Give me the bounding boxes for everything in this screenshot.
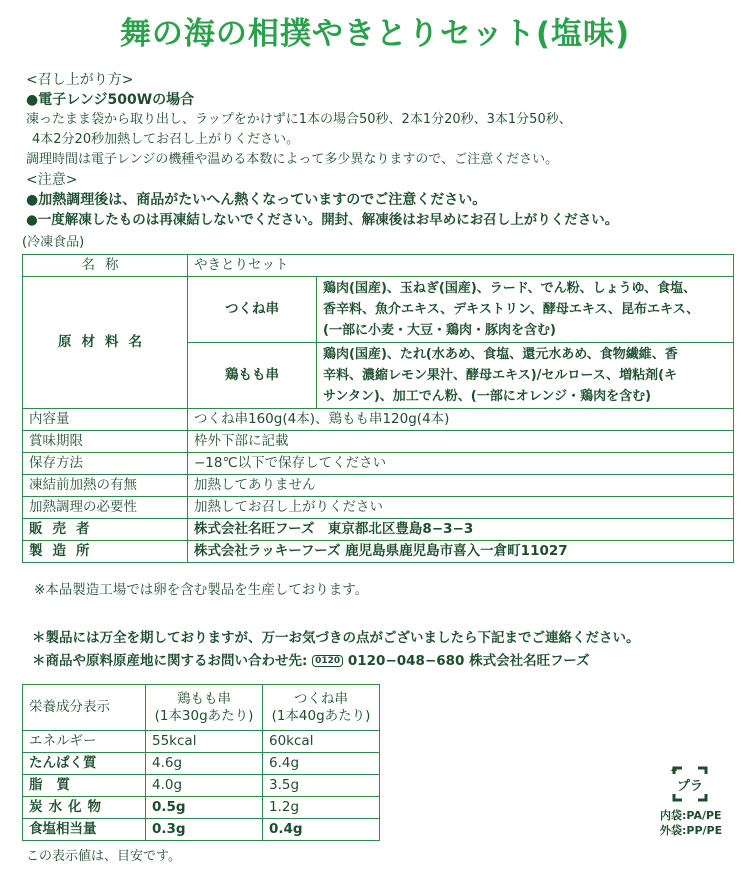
- nutrition-tsukune-value: 0.4g: [263, 819, 380, 841]
- product-title: 舞の海の相撲やきとりセット(塩味): [119, 16, 631, 52]
- seller-value: 株式会社名旺フーズ 東京都北区豊島8−3−3: [188, 519, 734, 541]
- cooking-line-1: 凍ったまま袋から取り出し、ラップをかけずに1本の場合50秒、2本1分20秒、3本1分50秒、: [26, 112, 572, 127]
- nutrition-header: 栄養成分表示: [23, 685, 146, 731]
- recycle-mark-text: プラ: [676, 779, 704, 794]
- outer-bag-material: 外袋:PP/PE: [660, 824, 723, 837]
- nutrition-tsukune-value: 6.4g: [263, 753, 380, 775]
- nutrition-row-label: たんぱく質: [23, 753, 146, 775]
- egg-note: ※本品製造工場では卵を含む製品を生産しております。: [34, 582, 369, 598]
- cooking-header: <召し上がり方>: [26, 72, 134, 88]
- nutrition-row-label: 脂質: [23, 775, 146, 797]
- nutrition-row-label: エネルギー: [23, 731, 146, 753]
- caution-header: <注意>: [26, 172, 78, 188]
- content-label: 内容量: [23, 409, 188, 431]
- nutrition-momo-value: 55kcal: [146, 731, 263, 753]
- expiry-value: 枠外下部に記載: [188, 431, 734, 453]
- storage-value: −18℃以下で保存してください: [188, 453, 734, 475]
- caution-line-1: ●加熱調理後は、商品がたいへん熱くなっていますのでご注意ください。: [26, 192, 487, 208]
- nutrition-col-momo: 鶏もも串 (1本30gあたり): [146, 685, 263, 731]
- maker-value: 株式会社ラッキーフーズ 鹿児島県鹿児島市喜入一倉町11027: [188, 541, 734, 563]
- inner-bag-material: 内袋:PA/PE: [660, 809, 722, 822]
- cooking-line-2: 4本2分20秒加熱してお召し上がりください。: [32, 132, 300, 147]
- microwave-heading: ●電子レンジ500Wの場合: [26, 92, 195, 108]
- contact-note-2: ＊商品や原料原産地に関するお問い合わせ先: 0120 0120−048−680 株式会社名旺フーズ: [32, 653, 590, 669]
- nutrition-footnote: この表示値は、目安です。: [26, 849, 181, 864]
- preheat-value: 加熱してありません: [188, 475, 734, 497]
- name-value: やきとりセット: [188, 255, 734, 277]
- nutrition-tsukune-value: 3.5g: [263, 775, 380, 797]
- need-cook-label: 加熱調理の必要性: [23, 497, 188, 519]
- cooking-line-3: 調理時間は電子レンジの機種や温める本数によって多少異なりますので、ご注意ください。: [26, 152, 559, 167]
- free-dial-icon: 0120: [312, 655, 343, 667]
- nutrition-momo-value: 0.3g: [146, 819, 263, 841]
- need-cook-value: 加熱してお召し上がりください: [188, 497, 734, 519]
- ingredients-label: 原材料名: [23, 277, 188, 409]
- nutrition-row-label: 食塩相当量: [23, 819, 146, 841]
- nutrition-col-tsukune: つくね串 (1本40gあたり): [263, 685, 380, 731]
- momo-label: 鶏もも串: [188, 343, 317, 409]
- caution-line-2: ●一度解凍したものは再凍結しないでください。開封、解凍後はお早めにお召し上がりください。: [26, 212, 619, 228]
- expiry-label: 賞味期限: [23, 431, 188, 453]
- storage-label: 保存方法: [23, 453, 188, 475]
- tsukune-label: つくね串: [188, 277, 317, 343]
- product-spec-table: [22, 254, 734, 563]
- nutrition-table: [22, 684, 380, 841]
- plastic-recycle-icon: [666, 760, 714, 808]
- content-value: つくね串160g(4本)、鶏もも串120g(4本): [188, 409, 734, 431]
- nutrition-row-label: 炭水化物: [23, 797, 146, 819]
- phone-number: 0120−048−680 株式会社名旺フーズ: [347, 653, 590, 669]
- nutrition-momo-value: 4.0g: [146, 775, 263, 797]
- tsukune-ingredients: 鶏肉(国産)、玉ねぎ(国産)、ラード、でん粉、しょうゆ、食塩、 香辛料、魚介エキス、デキストリン、酵母エキス、昆布エキス、 (一部に小麦・大豆・鶏肉・豚肉を含む): [317, 277, 734, 343]
- frozen-food-label: (冷凍食品): [22, 235, 85, 250]
- nutrition-momo-value: 4.6g: [146, 753, 263, 775]
- maker-label: 製造所: [23, 541, 188, 563]
- contact-note-1: ＊製品には万全を期しておりますが、万一お気づきの点がございましたら下記までご連絡ください。: [32, 630, 640, 646]
- momo-ingredients: 鶏肉(国産)、たれ(水あめ、食塩、還元水あめ、食物繊維、香 辛料、濃縮レモン果汁、酵母エキス)/セルロース、増粘剤(キ サンタン)、加工でん粉、(一部にオレンジ・鶏肉を含む): [317, 343, 734, 409]
- nutrition-tsukune-value: 1.2g: [263, 797, 380, 819]
- seller-label: 販売者: [23, 519, 188, 541]
- name-label: 名称: [23, 255, 188, 277]
- nutrition-tsukune-value: 60kcal: [263, 731, 380, 753]
- preheat-label: 凍結前加熱の有無: [23, 475, 188, 497]
- packaging-material: [660, 808, 722, 838]
- nutrition-momo-value: 0.5g: [146, 797, 263, 819]
